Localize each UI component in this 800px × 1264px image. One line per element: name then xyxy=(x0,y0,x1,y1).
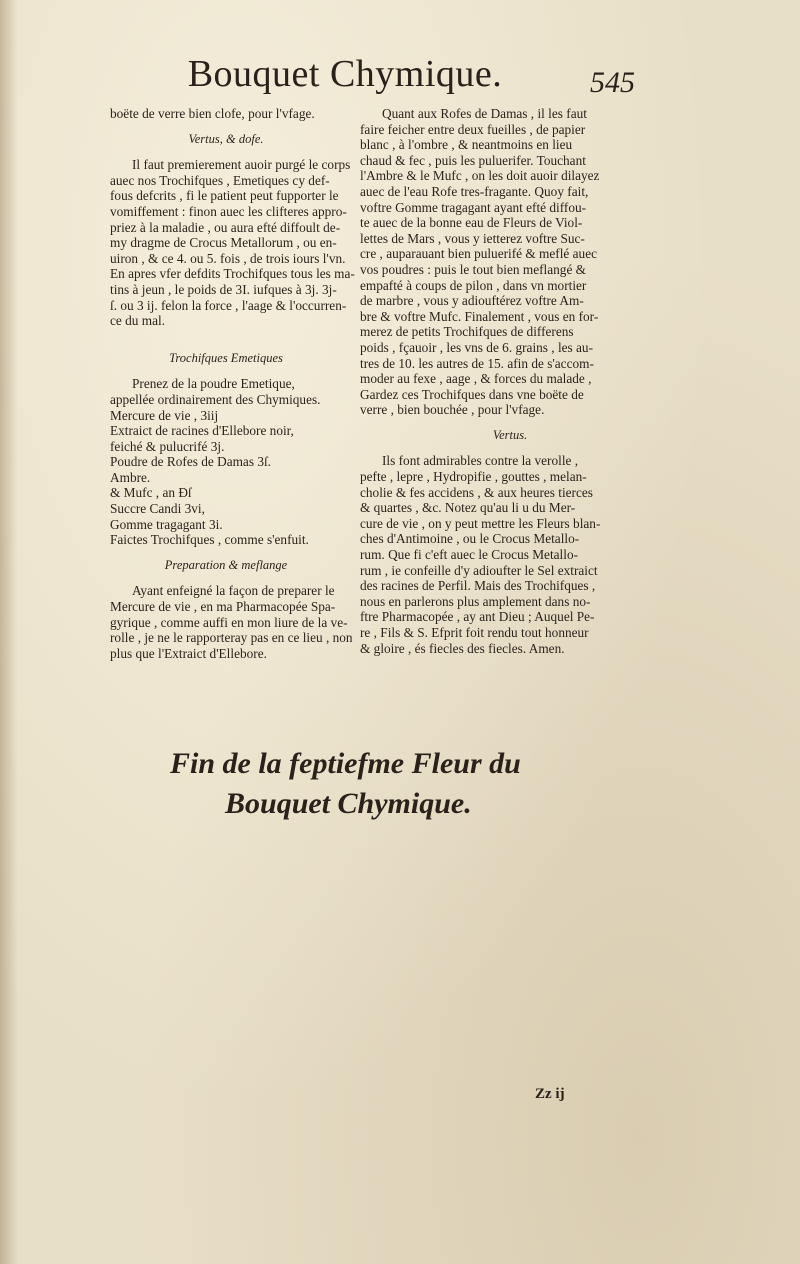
chapter-ending xyxy=(170,744,570,824)
text-line: chaud & fec , puis les puluerifer. Touchant xyxy=(360,152,586,168)
text-line: priez à la maladie , ou aura efté diffoult de- xyxy=(110,219,341,235)
text-line: tins à jeun , le poids de 3I. iufques à 3j. 3j- xyxy=(110,281,337,297)
text-line: tres de 10. les autres de 15. afin de s'accom- xyxy=(360,355,594,371)
text-line: ſ. ou 3 ij. felon la force , l'aage & l'occurren- xyxy=(110,297,347,313)
text-line: lettes de Mars , vous y ietterez voftre Suc- xyxy=(360,230,585,246)
text-line: Il faut premierement auoir purgé le corps xyxy=(132,157,351,173)
text-line: auec nos Trochifques , Emetiques cy def- xyxy=(110,172,330,188)
text-line: moder au fexe , aage , & forces du malade , xyxy=(360,371,592,387)
text-line: poids , fçauoir , les vns de 6. grains , les au- xyxy=(360,339,594,355)
ending-line-2: Bouquet Chymique. xyxy=(225,787,472,820)
text-line: voftre Gomme tragagant ayant efté diffou- xyxy=(360,199,587,215)
text-line: cure de vie , on y peut mettre les Fleurs blan- xyxy=(360,515,601,531)
text-line: faire feicher entre deux fueilles , de papier xyxy=(360,121,586,137)
text-line: Ils font admirables contre la verolle , xyxy=(382,453,579,469)
text-line: En apres vfer defdits Trochifques tous les ma- xyxy=(110,266,355,282)
text-line: rum. Que fi c'eft auec le Crocus Metallo- xyxy=(360,547,579,563)
paragraph-vertus xyxy=(360,453,660,656)
text-line: merez de petits Trochifques de differens xyxy=(360,324,574,340)
text-line: & gloire , és fiecles des fiecles. Amen. xyxy=(360,640,565,656)
text-line: rolle , je ne le rapporteray pas en ce lieu , non xyxy=(110,630,353,646)
text-line: plus que l'Extraict d'Ellebore. xyxy=(110,645,267,661)
left-column xyxy=(110,106,355,661)
paragraph-preparation xyxy=(110,583,353,661)
heading-vertus: Vertus. xyxy=(492,427,528,442)
page-edge-shadow xyxy=(0,0,18,1264)
text-line: re , Fils & S. Efprit foit rendu tout honneur xyxy=(360,625,589,640)
recipe-first-line: Prenez de la poudre Emetique, xyxy=(132,376,295,392)
text-line: nous en parlerons plus amplement dans no- xyxy=(360,593,591,609)
text-line: ftre Pharmacopée , ay ant Dieu ; Auquel Pe- xyxy=(360,609,595,625)
heading-trochisques-emetiques: Trochifques Emetiques xyxy=(169,350,283,365)
text-line: Quant aux Rofes de Damas , il les faut xyxy=(382,106,587,121)
text-line: Gardez ces Trochifques dans vne boëte de xyxy=(360,386,584,402)
text-line: & Mufc , an Đſ xyxy=(110,485,192,501)
text-line: des racines de Perfil. Mais des Trochifques , xyxy=(360,578,596,594)
heading-vertus-dose: Vertus, & dofe. xyxy=(188,131,264,146)
text-line: feiché & pulucrifé 3j. xyxy=(110,438,225,454)
page-number: 545 xyxy=(590,66,635,99)
paragraph-dosage xyxy=(110,157,355,329)
text-line: Extraict de racines d'Ellebore noir, xyxy=(110,423,294,439)
right-column xyxy=(360,106,660,656)
text-line: cholie & fes accidens , & aux heures tierces xyxy=(360,484,593,500)
text-line: vomiffement : finon auec les cliftеres appro- xyxy=(110,203,347,219)
running-title: Bouquet Chymique. xyxy=(187,53,503,95)
text-line: pefte , lepre , Hydropifie , gouttes , melan- xyxy=(360,469,587,485)
text-line: blanc , à l'ombre , & neantmoins en lieu xyxy=(360,137,573,153)
text-line: bre & voftre Mufc. Finalement , vous en for- xyxy=(360,308,599,324)
text-line: te auec de la bonne eau de Fleurs de Viol- xyxy=(360,215,583,231)
text-line: & quartes , &c. Notez qu'au li u du Mer- xyxy=(360,500,576,516)
text-line: Mercure de vie , en ma Pharmacopée Spa- xyxy=(110,599,336,615)
signature-mark: Zz ij xyxy=(535,1086,565,1102)
text-line: auec de l'eau Rofe tres-fragante. Quoy fait, xyxy=(360,183,589,199)
text-line: Mercure de vie , 3iij xyxy=(110,407,219,423)
text-line: my dragme de Crocus Metallorum , ou en- xyxy=(110,235,337,251)
text-line: boëte de verre bien clofe, pour l'vfage. xyxy=(110,106,315,121)
paragraph-roses-damas xyxy=(360,106,660,418)
text-line: Ayant enfeigné la façon de preparer le xyxy=(132,583,335,599)
text-line: Ambre. xyxy=(110,469,151,485)
text-line: uiron , & ce 4. ou 5. fois , de trois iours l'vn. xyxy=(110,250,346,266)
text-line: gyrique , comme auffi en mon liure de la ve- xyxy=(110,614,348,630)
text-line: cre , auparauant bien puluerifé & meflé auec xyxy=(360,246,598,262)
heading-preparation: Preparation & meflange xyxy=(164,557,288,572)
text-line: rum , ie confeille d'y adioufter le Sel extraict xyxy=(360,562,598,578)
ending-line-1: Fin de la feptiefme Fleur du xyxy=(170,747,521,780)
text-line: empafté à coups de pilon , dans vn mortier xyxy=(360,277,587,293)
text-line: Gomme tragagant 3i. xyxy=(110,516,223,532)
text-line: appellée ordinairement des Chymiques. xyxy=(110,391,321,407)
left-intro xyxy=(110,106,342,122)
text-line: Poudre de Rofes de Damas 3ſ. xyxy=(110,454,272,470)
text-line: ches d'Antimoine , ou le Crocus Metallo- xyxy=(360,531,580,547)
recipe-list xyxy=(110,392,342,548)
text-line: ce du mal. xyxy=(110,313,166,329)
text-line: l'Ambre & le Mufc , on les doit auoir dilayez xyxy=(360,168,600,184)
text-line: vos poudres : puis le tout bien meflangé & xyxy=(360,261,587,277)
text-line: Succre Candi 3vi, xyxy=(110,501,205,517)
text-line: verre , bien bouchée , pour l'vfage. xyxy=(360,402,545,418)
text-line: de marbre , vous y adiouftérez voftre Am- xyxy=(360,293,584,309)
text-line: fous defcrits , fi le patient peut fupporter le xyxy=(110,188,339,204)
text-line: Faictes Trochifques , comme s'enfuit. xyxy=(110,532,309,548)
